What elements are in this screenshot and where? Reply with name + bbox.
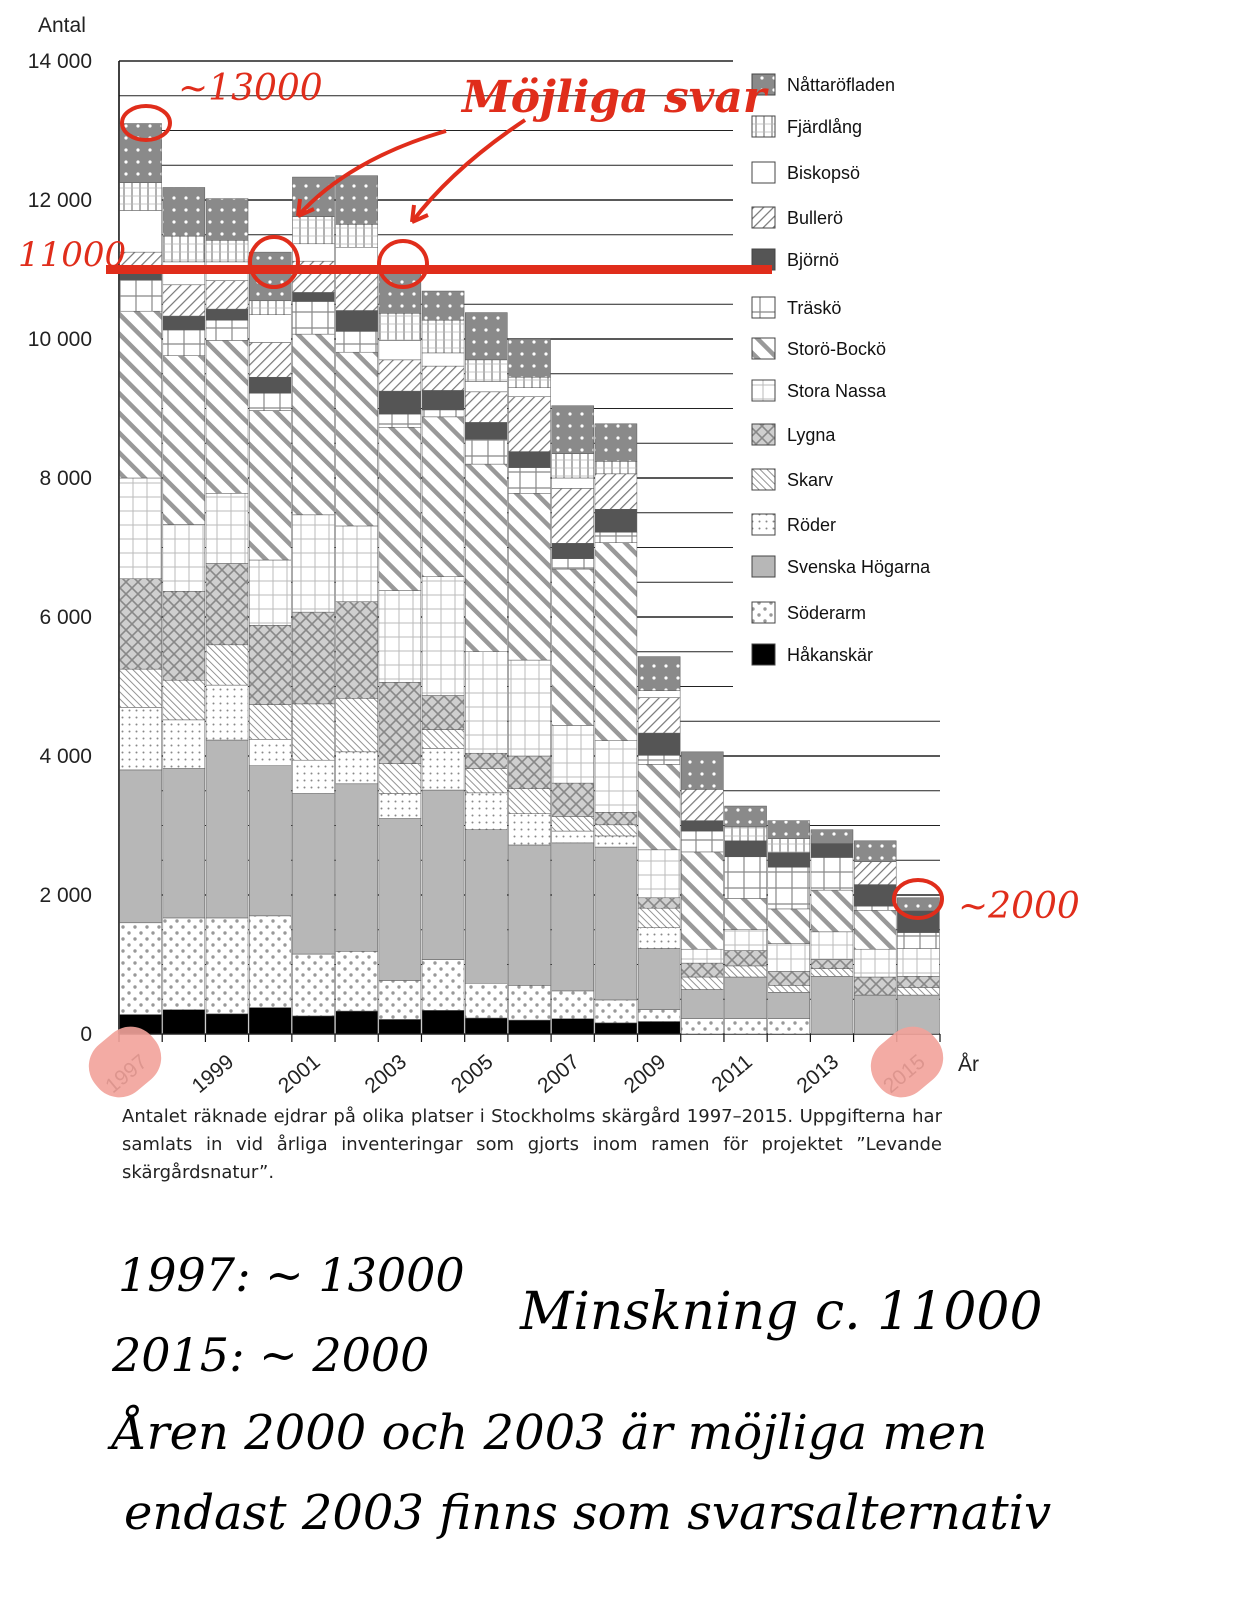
legend-label: Biskopsö	[787, 163, 861, 183]
x-tick-label: 2001	[274, 1050, 325, 1098]
x-tick-label: 1999	[187, 1050, 239, 1098]
bar-segment	[292, 794, 334, 955]
bar-segment	[336, 331, 378, 352]
bar-segment	[638, 1021, 680, 1034]
legend-label: Nåttaröfladen	[787, 75, 896, 95]
bar-segment	[292, 334, 334, 515]
bar-segment	[509, 468, 551, 494]
x-tick-label: 2005	[446, 1050, 498, 1098]
legend-label: Storö-Bockö	[787, 339, 887, 359]
bar-segment	[638, 1010, 680, 1022]
legend-label: Stora Nassa	[787, 381, 887, 401]
bar-segment	[854, 995, 896, 1034]
bar-segment	[638, 908, 680, 927]
bar-segment	[206, 320, 248, 340]
bar-segment	[379, 819, 421, 981]
bar-segment	[292, 760, 334, 793]
bar-segment	[465, 1018, 507, 1034]
bar-segment	[595, 532, 637, 542]
bar-segment	[422, 1010, 464, 1034]
legend-label: Bullerö	[787, 208, 844, 228]
bar-segment	[163, 591, 205, 680]
bar-segment	[422, 790, 464, 960]
annotation-end-value: ~2000	[958, 886, 1080, 927]
bar-segment	[595, 474, 637, 509]
bar-segment	[422, 577, 464, 696]
bar-segment	[249, 393, 291, 410]
bar-segment	[509, 756, 551, 789]
bar-segment	[249, 560, 291, 625]
x-axis-title: År	[958, 1053, 979, 1076]
bar-segment	[249, 342, 291, 377]
bar-segment	[120, 707, 162, 770]
bar-segment	[552, 569, 594, 725]
bar-segment	[854, 949, 896, 977]
legend-swatch	[752, 207, 775, 228]
bar-segment	[638, 657, 680, 691]
bar-segment	[595, 847, 637, 1000]
legend-label: Lygna	[787, 425, 836, 445]
bar-segment	[509, 388, 551, 397]
bar-segment	[681, 789, 723, 820]
bar-segment	[379, 340, 421, 359]
bar-segment	[897, 933, 939, 949]
bar-segment	[163, 285, 205, 316]
legend-label: Skarv	[787, 470, 834, 490]
bar-segment	[681, 949, 723, 963]
legend-swatch	[752, 514, 775, 535]
bar-segment	[552, 406, 594, 454]
bar-segment	[422, 353, 464, 366]
bar-segment	[595, 1023, 637, 1034]
bar-segment	[206, 645, 248, 685]
bar-segment	[509, 377, 551, 387]
bar-segment	[336, 352, 378, 526]
y-tick-label: 4 000	[39, 745, 92, 768]
bar-segment	[336, 951, 378, 1011]
bar-segment	[120, 280, 162, 311]
annotation-top-value: ~13000	[178, 68, 323, 109]
bar-segment	[638, 691, 680, 698]
figure-caption: Antalet räknade ejdrar på olika platser i Stockholms skärgård 1997–2015. Uppgifterna har samlats in vid årliga inventeringar som gjorts inom ramen för projektet ”Levande skärgårdsnatur”.	[122, 1106, 942, 1183]
bar-segment	[379, 980, 421, 1019]
bar-segment	[595, 812, 637, 825]
bar-segment	[681, 821, 723, 831]
bar-segment	[292, 704, 334, 760]
bar-segment	[595, 1000, 637, 1023]
handwritten-note-2015: 2015: ~ 2000	[112, 1328, 430, 1382]
bar-segment	[595, 836, 637, 847]
bar-segment	[336, 752, 378, 784]
bar-segment	[854, 841, 896, 862]
bar-segment	[768, 909, 810, 944]
bar-segment	[897, 898, 939, 911]
bar-segment	[163, 187, 205, 236]
bar-segment	[163, 918, 205, 1010]
bar-segment	[206, 685, 248, 740]
bar-segment	[725, 857, 767, 899]
bar-segment	[681, 1019, 723, 1034]
bar-segment	[465, 793, 507, 830]
bar-segment	[422, 417, 464, 577]
annotation-reference-value: 11000	[18, 235, 127, 275]
bar-segment	[811, 857, 853, 890]
bar-segment	[249, 625, 291, 704]
bar-segment	[638, 755, 680, 764]
bar-segment	[552, 1019, 594, 1034]
bar-segment	[811, 830, 853, 844]
bar-segment	[509, 1020, 551, 1034]
bar-segment	[681, 852, 723, 949]
bar-segment	[292, 292, 334, 301]
x-tick-label: 2003	[360, 1050, 412, 1098]
bar-segment	[249, 301, 291, 315]
bar-segment	[422, 390, 464, 409]
legend-label: Håkanskär	[787, 645, 874, 665]
legend-swatch	[752, 602, 775, 623]
bar-segment	[552, 543, 594, 558]
bar-segment	[552, 488, 594, 543]
bar-segment	[379, 391, 421, 414]
bar-segment	[379, 682, 421, 763]
y-tick-label: 10 000	[27, 328, 92, 351]
bar-segment	[249, 1008, 291, 1034]
bar-segment	[249, 411, 291, 560]
bar-segment	[206, 309, 248, 320]
bar-segment	[725, 827, 767, 841]
bar-segment	[725, 841, 767, 857]
bar-segment	[897, 976, 939, 987]
bar-segment	[163, 720, 205, 769]
legend-swatch	[752, 380, 775, 401]
bar-segment	[509, 845, 551, 985]
bar-segment	[163, 680, 205, 720]
bar-segment	[854, 885, 896, 907]
bar-segment	[552, 831, 594, 843]
bar-segment	[206, 563, 248, 644]
bar-segment	[249, 916, 291, 1008]
x-tick-label: 2011	[707, 1050, 757, 1097]
bar-segment	[509, 985, 551, 1020]
legend-label: Björnö	[787, 250, 840, 270]
bar-segment	[768, 944, 810, 972]
bar-segment	[120, 579, 162, 669]
bar-segment	[768, 853, 810, 868]
bar-segment	[725, 898, 767, 929]
bar-segment	[336, 311, 378, 332]
bar-segment	[163, 330, 205, 356]
bar-segment	[465, 392, 507, 423]
bar-segment	[163, 1010, 205, 1034]
bar-segment	[681, 990, 723, 1019]
bar-segment	[725, 951, 767, 966]
handwritten-note-possible-years: Åren 2000 och 2003 är möjliga men	[112, 1405, 988, 1461]
bar-segment	[811, 844, 853, 858]
bar-segment	[854, 906, 896, 910]
legend-label: Träskö	[787, 298, 842, 318]
bar-segment	[120, 311, 162, 478]
bar-segment	[465, 464, 507, 652]
bar-segment	[206, 493, 248, 563]
bar-segment	[206, 1014, 248, 1034]
bar-segment	[638, 850, 680, 898]
legend-swatch	[752, 469, 775, 490]
bar-segment	[854, 977, 896, 995]
bar-segment	[509, 814, 551, 845]
bar-segment	[292, 515, 334, 612]
bar-segment	[336, 1011, 378, 1034]
bar-segment	[336, 176, 378, 225]
x-tick-label: 2013	[792, 1050, 844, 1098]
legend-label: Svenska Högarna	[787, 557, 931, 577]
bar-segment	[422, 291, 464, 320]
handwritten-note-decrease: Minskning c. 11000	[520, 1282, 1043, 1342]
bar-segment	[681, 963, 723, 977]
bar-segment	[509, 789, 551, 814]
bar-segment	[206, 740, 248, 918]
bar-segment	[379, 414, 421, 427]
bar-segment	[379, 764, 421, 794]
bar-segment	[638, 733, 680, 755]
bar-segment	[249, 766, 291, 916]
bar-segment	[336, 698, 378, 752]
bar-segment	[681, 977, 723, 990]
bar-segment	[465, 830, 507, 984]
bar-segment	[163, 356, 205, 525]
legend	[752, 74, 931, 665]
bar-segment	[292, 1016, 334, 1034]
x-tick-label: 2009	[619, 1050, 671, 1098]
bar-segment	[422, 320, 464, 353]
bar-segment	[725, 930, 767, 951]
bar-segment	[638, 764, 680, 849]
bar-segment	[422, 748, 464, 790]
bar-segment	[552, 783, 594, 816]
bar-segment	[811, 960, 853, 969]
bar-segment	[465, 381, 507, 391]
bar-segment	[379, 427, 421, 590]
bar-segment	[379, 1019, 421, 1034]
y-axis-title: Antal	[38, 14, 86, 37]
bar-segment	[292, 954, 334, 1016]
bar-segment	[811, 890, 853, 932]
bar-segment	[465, 439, 507, 464]
bar-segment	[638, 698, 680, 733]
bar-segment	[163, 236, 205, 262]
bar-segment	[465, 983, 507, 1018]
bar-segment	[811, 932, 853, 960]
bar-segment	[292, 301, 334, 334]
bar-segment	[725, 1019, 767, 1034]
y-tick-label: 2 000	[39, 884, 92, 907]
bar-segment	[292, 612, 334, 704]
bar-segment	[465, 769, 507, 793]
bar-segment	[595, 424, 637, 462]
bar-segment	[249, 739, 291, 765]
bar-segment	[336, 784, 378, 951]
bar-segment	[422, 410, 464, 417]
legend-swatch	[752, 162, 775, 183]
bar-segment	[465, 422, 507, 439]
bar-segment	[206, 281, 248, 309]
bar-segment	[768, 867, 810, 909]
bar-segment	[725, 966, 767, 977]
bar-segment	[336, 247, 378, 265]
annotation-possible-answers: Möjliga svar	[462, 72, 767, 123]
bar-segment	[595, 509, 637, 532]
legend-label: Röder	[787, 515, 837, 535]
bar-segment	[120, 923, 162, 1015]
bar-segment	[552, 559, 594, 569]
bar-segment	[465, 313, 507, 360]
bar-segment	[854, 910, 896, 949]
bar-segment	[595, 825, 637, 836]
bar-segment	[552, 816, 594, 831]
bar-segment	[163, 316, 205, 330]
bar-segment	[379, 313, 421, 340]
bar-segment	[336, 224, 378, 247]
bar-segment	[509, 339, 551, 377]
bar-segment	[120, 669, 162, 707]
bar-segment	[379, 360, 421, 391]
bar-segment	[811, 976, 853, 1034]
bar-segment	[120, 183, 162, 211]
bar-segment	[422, 366, 464, 390]
legend-swatch	[752, 338, 775, 359]
bar-segment	[509, 452, 551, 468]
bar-segment	[768, 992, 810, 1018]
bar-segment	[509, 493, 551, 660]
bar-segment	[336, 526, 378, 602]
handwritten-note-1997: 1997: ~ 13000	[118, 1248, 465, 1302]
bar-segment	[552, 454, 594, 478]
y-tick-label: 0	[80, 1023, 92, 1046]
bar-segment	[120, 770, 162, 923]
bar-segment	[422, 730, 464, 749]
bar-segment	[206, 340, 248, 493]
bar-segment	[768, 985, 810, 992]
bar-segment	[725, 977, 767, 1019]
bar-segment	[768, 821, 810, 839]
legend-swatch	[752, 424, 775, 445]
bar-segment	[638, 928, 680, 949]
bar-segment	[768, 1019, 810, 1034]
bar-segment	[854, 862, 896, 885]
handwritten-note-answer: endast 2003 finns som svarsalternativ	[124, 1485, 1052, 1541]
bar-segment	[422, 960, 464, 1011]
bar-segment	[681, 831, 723, 852]
y-tick-label: 8 000	[39, 467, 92, 490]
bar-segment	[120, 478, 162, 579]
bar-segment	[595, 741, 637, 813]
bar-segment	[638, 898, 680, 908]
bar-segment	[811, 969, 853, 977]
bar-segment	[163, 769, 205, 918]
bar-segment	[897, 987, 939, 995]
bar-segment	[206, 918, 248, 1014]
bar-segment	[552, 478, 594, 488]
bar-segment	[897, 949, 939, 977]
bar-segment	[725, 806, 767, 827]
legend-swatch	[752, 297, 775, 318]
bar-segment	[249, 705, 291, 740]
bar-segment	[509, 397, 551, 452]
bar-segment	[509, 660, 551, 756]
bar-segment	[595, 543, 637, 741]
bar-segment	[163, 525, 205, 592]
y-tick-label: 14 000	[27, 50, 92, 73]
legend-label: Söderarm	[787, 603, 867, 623]
bar-segment	[249, 377, 291, 393]
bar-segment	[638, 949, 680, 1010]
bar-segment	[465, 652, 507, 753]
bar-segment	[249, 315, 291, 343]
bar-segment	[552, 991, 594, 1019]
legend-swatch	[752, 556, 775, 577]
legend-swatch	[752, 644, 775, 665]
x-tick-label: 2007	[533, 1050, 584, 1098]
bar-segment	[379, 591, 421, 683]
bar-segment	[681, 752, 723, 790]
bar-segment	[768, 971, 810, 985]
bar-segment	[552, 843, 594, 991]
legend-label: Fjärdlång	[787, 117, 863, 137]
bar-segment	[552, 725, 594, 783]
bar-segment	[768, 839, 810, 853]
y-tick-label: 12 000	[27, 189, 92, 212]
bar-segment	[206, 199, 248, 241]
bar-segment	[206, 240, 248, 262]
bar-segment	[465, 360, 507, 382]
bar-segment	[465, 753, 507, 768]
bar-segment	[595, 461, 637, 474]
bar-segment	[379, 794, 421, 819]
bar-segment	[336, 602, 378, 699]
y-tick-label: 6 000	[39, 606, 92, 629]
bar-segment	[292, 217, 334, 244]
bar-segment	[422, 696, 464, 730]
